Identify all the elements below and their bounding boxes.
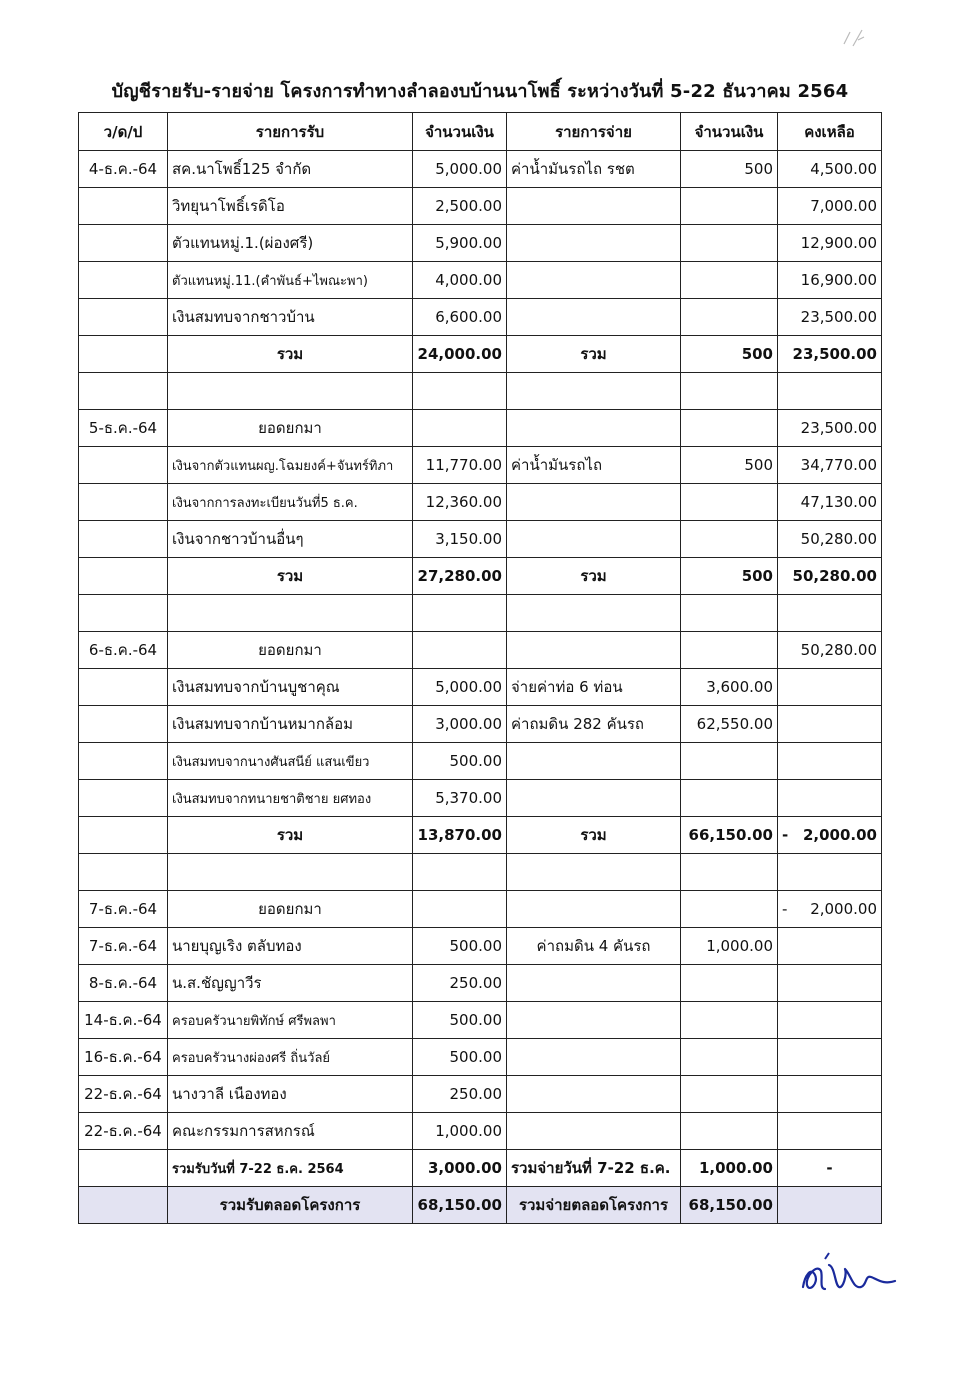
- income-cell: ตัวแทนหมู่.11.(คำพันธ์+ไพณะพา): [168, 262, 413, 299]
- expense-amount-cell: [681, 262, 778, 299]
- ledger-row: [79, 410, 882, 447]
- document-title: บัญชีรายรับ-รายจ่าย โครงการทำทางลำลองบบ้านนาโพธิ์ ระหว่างวันที่ 5-22 ธันวาคม 2564: [111, 81, 849, 102]
- negative-sign: -: [782, 900, 788, 918]
- date-cell: [79, 484, 168, 521]
- ledger-row: [79, 743, 882, 780]
- date-cell: 5-ธ.ค.-64: [79, 410, 168, 447]
- balance-cell: [778, 780, 882, 817]
- balance-cell: [778, 669, 882, 706]
- expense-amount-cell: 500: [681, 447, 778, 484]
- date-cell: [79, 854, 168, 891]
- balance-cell: [778, 817, 882, 854]
- expense-cell: รวม: [507, 336, 681, 373]
- expense-cell: [507, 225, 681, 262]
- income-cell: รวม: [168, 817, 413, 854]
- balance-cell: 16,900.00: [778, 262, 882, 299]
- income-cell: นายบุญเริง ตลับทอง: [168, 928, 413, 965]
- expense-amount-cell: [681, 891, 778, 928]
- income-cell: [168, 854, 413, 891]
- date-cell: [79, 558, 168, 595]
- income-cell: เงินจากการลงทะเบียนวันที่5 ธ.ค.: [168, 484, 413, 521]
- grand-total-date: [79, 1187, 168, 1224]
- expense-cell: [507, 410, 681, 447]
- income-amount-cell: 6,600.00: [413, 299, 507, 336]
- ledger-row: [79, 706, 882, 743]
- expense-amount-cell: [681, 632, 778, 669]
- expense-amount-cell: 66,150.00: [681, 817, 778, 854]
- header-income: รายการรับ: [168, 113, 413, 151]
- ledger-row: [79, 817, 882, 854]
- income-amount-cell: [413, 595, 507, 632]
- handwritten-signature: [795, 1245, 905, 1305]
- balance-cell: [778, 928, 882, 965]
- ledger-table: [78, 112, 882, 1224]
- expense-amount-cell: [681, 484, 778, 521]
- expense-amount-cell: [681, 854, 778, 891]
- header-row: [79, 113, 882, 151]
- income-amount-cell: 12,360.00: [413, 484, 507, 521]
- date-cell: [79, 447, 168, 484]
- expense-cell: [507, 632, 681, 669]
- income-cell: รวม: [168, 558, 413, 595]
- ledger-row: [79, 1076, 882, 1113]
- date-cell: [79, 595, 168, 632]
- balance-cell: [778, 1039, 882, 1076]
- balance-cell: 50,280.00: [778, 632, 882, 669]
- income-cell: เงินสมทบจากบ้านหมากล้อม: [168, 706, 413, 743]
- ledger-row: [79, 669, 882, 706]
- date-cell: [79, 669, 168, 706]
- balance-cell: [778, 854, 882, 891]
- expense-amount-cell: [681, 410, 778, 447]
- income-amount-cell: 27,280.00: [413, 558, 507, 595]
- expense-amount-cell: [681, 299, 778, 336]
- date-cell: [79, 262, 168, 299]
- income-cell: เงินสมทบจากบ้านบูชาคุณ: [168, 669, 413, 706]
- income-cell: ยอดยกมา: [168, 891, 413, 928]
- expense-cell: ค่าถมดิน 282 คันรถ: [507, 706, 681, 743]
- expense-cell: [507, 1002, 681, 1039]
- income-amount-cell: [413, 891, 507, 928]
- expense-amount-cell: 500: [681, 558, 778, 595]
- income-cell: สค.นาโพธิ์125 จำกัด: [168, 151, 413, 188]
- income-amount-cell: 24,000.00: [413, 336, 507, 373]
- expense-amount-cell: [681, 225, 778, 262]
- expense-cell: ค่าถมดิน 4 คันรถ: [507, 928, 681, 965]
- grand-total-income-amount: 68,150.00: [413, 1187, 507, 1224]
- grand-total-row: [79, 1187, 882, 1224]
- date-cell: 14-ธ.ค.-64: [79, 1002, 168, 1039]
- ledger-row: [79, 188, 882, 225]
- expense-cell: จ่ายค่าท่อ 6 ท่อน: [507, 669, 681, 706]
- ledger-row: [79, 1039, 882, 1076]
- income-amount-cell: 2,500.00: [413, 188, 507, 225]
- expense-cell: รวม: [507, 558, 681, 595]
- balance-cell: 12,900.00: [778, 225, 882, 262]
- balance-cell: 7,000.00: [778, 188, 882, 225]
- pencil-mark: [840, 26, 870, 50]
- income-cell: ครอบครัวนายพิทักษ์ ศรีพลพา: [168, 1002, 413, 1039]
- ledger-row: [79, 299, 882, 336]
- date-cell: [79, 299, 168, 336]
- balance-cell: 34,770.00: [778, 447, 882, 484]
- expense-amount-cell: [681, 1039, 778, 1076]
- expense-cell: [507, 965, 681, 1002]
- date-cell: [79, 336, 168, 373]
- grand-total-expense-amount: 68,150.00: [681, 1187, 778, 1224]
- expense-cell: [507, 854, 681, 891]
- header-expense: รายการจ่าย: [507, 113, 681, 151]
- expense-amount-cell: 1,000.00: [681, 1150, 778, 1187]
- income-cell: รวมรับวันที่ 7-22 ธ.ค. 2564: [168, 1150, 413, 1187]
- grand-total-expense-label: รวมจ่ายตลอดโครงการ: [507, 1187, 681, 1224]
- expense-amount-cell: [681, 743, 778, 780]
- income-amount-cell: 500.00: [413, 1002, 507, 1039]
- expense-cell: [507, 743, 681, 780]
- income-amount-cell: 500.00: [413, 928, 507, 965]
- expense-amount-cell: 1,000.00: [681, 928, 778, 965]
- income-amount-cell: 500.00: [413, 743, 507, 780]
- income-amount-cell: 3,150.00: [413, 521, 507, 558]
- ledger-row: [79, 928, 882, 965]
- ledger-row: [79, 854, 882, 891]
- ledger-row: [79, 1150, 882, 1187]
- income-amount-cell: 3,000.00: [413, 1150, 507, 1187]
- expense-amount-cell: [681, 188, 778, 225]
- header-expense-amount: จำนวนเงิน: [681, 113, 778, 151]
- income-amount-cell: 5,000.00: [413, 669, 507, 706]
- balance-cell: [778, 595, 882, 632]
- date-cell: [79, 743, 168, 780]
- date-cell: [79, 780, 168, 817]
- balance-cell: 23,500.00: [778, 299, 882, 336]
- date-cell: 4-ธ.ค.-64: [79, 151, 168, 188]
- expense-cell: รวมจ่ายวันที่ 7-22 ธ.ค.: [507, 1150, 681, 1187]
- income-amount-cell: 5,000.00: [413, 151, 507, 188]
- expense-cell: [507, 1039, 681, 1076]
- income-cell: วิทยุนาโพธิ์เรดิโอ: [168, 188, 413, 225]
- income-amount-cell: 250.00: [413, 1076, 507, 1113]
- income-amount-cell: [413, 373, 507, 410]
- income-cell: [168, 595, 413, 632]
- balance-cell: [778, 706, 882, 743]
- date-cell: 8-ธ.ค.-64: [79, 965, 168, 1002]
- expense-amount-cell: [681, 780, 778, 817]
- ledger-row: [79, 632, 882, 669]
- income-cell: รวม: [168, 336, 413, 373]
- ledger-row: [79, 965, 882, 1002]
- date-cell: [79, 188, 168, 225]
- income-cell: ตัวแทนหมู่.1.(ผ่องศรี): [168, 225, 413, 262]
- income-cell: เงินสมทบจากนางศันสนีย์ แสนเขียว: [168, 743, 413, 780]
- income-amount-cell: 11,770.00: [413, 447, 507, 484]
- ledger-row: [79, 484, 882, 521]
- expense-amount-cell: [681, 1002, 778, 1039]
- balance-cell: 50,280.00: [778, 558, 882, 595]
- header-date: ว/ด/ป: [79, 113, 168, 151]
- expense-cell: [507, 373, 681, 410]
- expense-cell: [507, 188, 681, 225]
- income-cell: เงินสมทบจากทนายชาติชาย ยศทอง: [168, 780, 413, 817]
- ledger-row: [79, 521, 882, 558]
- expense-amount-cell: [681, 1113, 778, 1150]
- balance-cell: 4,500.00: [778, 151, 882, 188]
- expense-cell: [507, 780, 681, 817]
- ledger-body: [79, 151, 882, 1187]
- income-cell: น.ส.ชัญญาวีร: [168, 965, 413, 1002]
- expense-cell: [507, 484, 681, 521]
- ledger-row: [79, 373, 882, 410]
- expense-amount-cell: [681, 595, 778, 632]
- ledger-row: [79, 225, 882, 262]
- grand-total-income-label: รวมรับตลอดโครงการ: [168, 1187, 413, 1224]
- date-cell: [79, 706, 168, 743]
- expense-amount-cell: [681, 373, 778, 410]
- date-cell: [79, 1150, 168, 1187]
- balance-cell: 47,130.00: [778, 484, 882, 521]
- income-cell: นางวาลี เนืองทอง: [168, 1076, 413, 1113]
- income-cell: เงินจากชาวบ้านอื่นๆ: [168, 521, 413, 558]
- balance-cell: [778, 1113, 882, 1150]
- ledger-row: [79, 891, 882, 928]
- balance-cell: [778, 965, 882, 1002]
- date-cell: [79, 521, 168, 558]
- balance-cell: [778, 891, 882, 928]
- date-cell: 6-ธ.ค.-64: [79, 632, 168, 669]
- balance-cell: 23,500.00: [778, 410, 882, 447]
- balance-cell: [778, 743, 882, 780]
- expense-cell: [507, 595, 681, 632]
- expense-cell: ค่าน้ำมันรถไถ รชต: [507, 151, 681, 188]
- balance-cell: [778, 1002, 882, 1039]
- balance-value: 2,000.00: [802, 826, 877, 844]
- expense-cell: [507, 299, 681, 336]
- income-cell: เงินจากตัวแทนผญ.โฉมยงค์+จันทร์ทิภา: [168, 447, 413, 484]
- expense-cell: [507, 521, 681, 558]
- expense-cell: รวม: [507, 817, 681, 854]
- ledger-row: [79, 336, 882, 373]
- expense-amount-cell: [681, 1076, 778, 1113]
- expense-amount-cell: 500: [681, 151, 778, 188]
- income-amount-cell: 250.00: [413, 965, 507, 1002]
- income-amount-cell: 500.00: [413, 1039, 507, 1076]
- income-amount-cell: [413, 854, 507, 891]
- expense-amount-cell: [681, 521, 778, 558]
- negative-sign: -: [782, 826, 789, 844]
- date-cell: 22-ธ.ค.-64: [79, 1113, 168, 1150]
- income-amount-cell: 4,000.00: [413, 262, 507, 299]
- balance-cell: [778, 1076, 882, 1113]
- income-cell: [168, 373, 413, 410]
- ledger-row: [79, 1113, 882, 1150]
- income-amount-cell: [413, 410, 507, 447]
- balance-value: 2,000.00: [810, 900, 877, 918]
- income-amount-cell: 13,870.00: [413, 817, 507, 854]
- expense-cell: [507, 1113, 681, 1150]
- ledger-row: [79, 780, 882, 817]
- ledger-row: [79, 558, 882, 595]
- expense-amount-cell: [681, 965, 778, 1002]
- expense-cell: [507, 891, 681, 928]
- expense-amount-cell: 62,550.00: [681, 706, 778, 743]
- date-cell: [79, 373, 168, 410]
- date-cell: 7-ธ.ค.-64: [79, 928, 168, 965]
- balance-cell: 23,500.00: [778, 336, 882, 373]
- income-amount-cell: 5,370.00: [413, 780, 507, 817]
- income-amount-cell: 5,900.00: [413, 225, 507, 262]
- date-cell: [79, 817, 168, 854]
- date-cell: 7-ธ.ค.-64: [79, 891, 168, 928]
- balance-cell: [778, 373, 882, 410]
- income-amount-cell: [413, 632, 507, 669]
- header-balance: คงเหลือ: [778, 113, 882, 151]
- balance-cell: 50,280.00: [778, 521, 882, 558]
- income-cell: ครอบครัวนางผ่องศรี ถิ่นวัลย์: [168, 1039, 413, 1076]
- income-cell: คณะกรรมการสหกรณ์: [168, 1113, 413, 1150]
- ledger-row: [79, 1002, 882, 1039]
- date-cell: 22-ธ.ค.-64: [79, 1076, 168, 1113]
- income-amount-cell: 1,000.00: [413, 1113, 507, 1150]
- ledger-row: [79, 151, 882, 188]
- grand-total-balance: [778, 1187, 882, 1224]
- income-cell: ยอดยกมา: [168, 410, 413, 447]
- expense-cell: [507, 262, 681, 299]
- ledger-row: [79, 595, 882, 632]
- date-cell: [79, 225, 168, 262]
- ledger-row: [79, 262, 882, 299]
- income-cell: เงินสมทบจากชาวบ้าน: [168, 299, 413, 336]
- header-income-amount: จำนวนเงิน: [413, 113, 507, 151]
- expense-amount-cell: 500: [681, 336, 778, 373]
- expense-amount-cell: 3,600.00: [681, 669, 778, 706]
- ledger-row: [79, 447, 882, 484]
- balance-cell: -: [778, 1150, 882, 1187]
- expense-cell: [507, 1076, 681, 1113]
- income-amount-cell: 3,000.00: [413, 706, 507, 743]
- expense-cell: ค่าน้ำมันรถไถ: [507, 447, 681, 484]
- date-cell: 16-ธ.ค.-64: [79, 1039, 168, 1076]
- income-cell: ยอดยกมา: [168, 632, 413, 669]
